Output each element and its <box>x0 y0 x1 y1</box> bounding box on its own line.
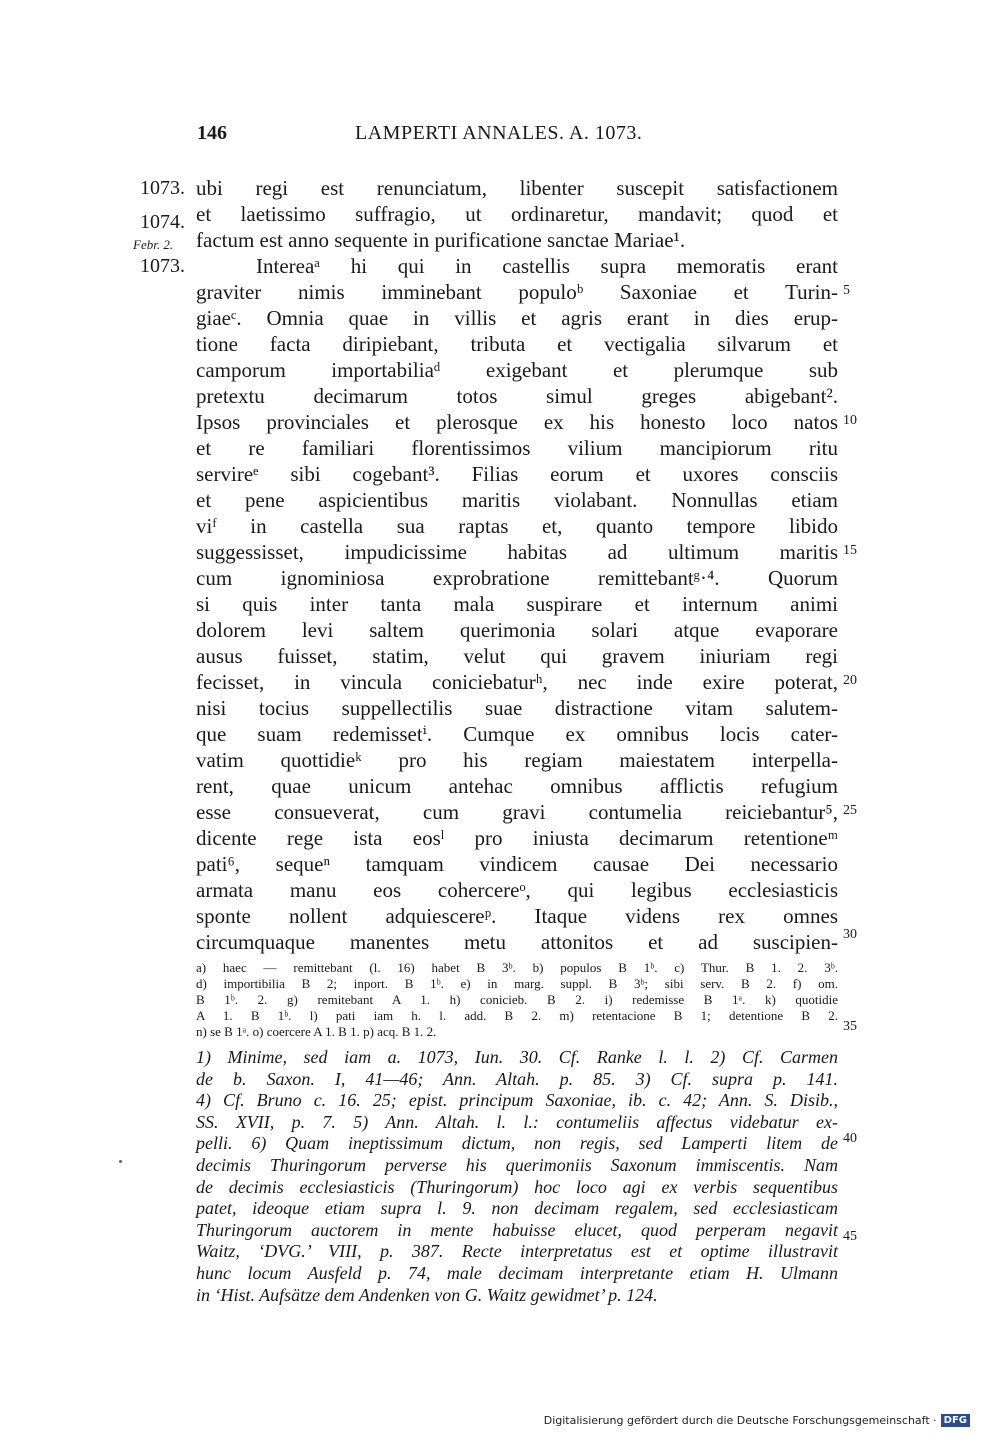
text-line: ausus fuisset, statim, velut qui gravem iniuriam regi <box>196 644 838 668</box>
text-line: dicente rege ista eosˡ pro iniusta decimarum retentioneᵐ <box>196 826 838 850</box>
text-line: et pene aspicientibus maritis violabant. Nonnullas etiam <box>196 488 838 512</box>
text-line: et re familiari florentissimos vilium mancipiorum ritu <box>196 436 838 460</box>
text-line: fecisset, in vincula coniciebaturʰ, nec inde exire poterat, <box>196 670 838 694</box>
line-number: 15 <box>843 543 857 558</box>
text-line: rent, quae unicum antehac omnibus afflictis refugium <box>196 774 838 798</box>
line-number: 10 <box>843 413 857 428</box>
apparatus-line: A 1. B 1ᵇ. l) pati iam h. l. add. B 2. m) retentacione B 1; detentione B 2. <box>196 1008 838 1023</box>
text-line: Ipsos provinciales et plerosque ex his honesto loco natos <box>196 410 838 434</box>
running-header <box>0 122 1000 156</box>
text-line: circumquaque manentes metu attonitos et ad suscipien- <box>196 930 838 954</box>
margin-date-febr: Febr. 2. <box>133 237 174 252</box>
footnote-line: pelli. 6) Quam ineptissimum dictum, non regis, sed Lamperti litem de <box>196 1133 838 1154</box>
footnote-line: hunc locum Ausfeld p. 74, male decimam interpretante etiam H. Ulmann <box>196 1262 838 1283</box>
apparatus-line-number: 35 <box>843 1019 857 1034</box>
text-line: que suam redemissetⁱ. Cumque ex omnibus locis cater- <box>196 722 838 746</box>
margin-year-1073: 1073. <box>140 177 185 199</box>
text-line: esse consueverat, cum gravi contumelia reiciebantur⁵, <box>196 800 838 824</box>
apparatus-line: a) haec — remittebant (l. 16) habet B 3ᵇ. b) populos B 1ᵇ. c) Thur. B 1. 2. 3ᵇ. <box>196 960 838 975</box>
text-line: si quis inter tanta mala suspirare et internum animi <box>196 592 838 616</box>
text-line: servireᵉ sibi cogebant³. Filias eorum et uxores consciis <box>196 462 838 486</box>
margin-year-1074: 1074. <box>140 211 185 233</box>
text-line: camporum importabiliaᵈ exigebant et plerumque sub <box>196 358 838 382</box>
footnote-line: patet, ideoque etiam supra l. 9. non decimam regalem, sed ecclesiasticam <box>196 1198 838 1219</box>
text-line: nisi tocius suppellectilis suae distractione vitam salutem- <box>196 696 838 720</box>
footnote-line: decimis Thuringorum perverse his querimoniis Saxonum immiscentis. Nam <box>196 1154 838 1175</box>
text-line: factum est anno sequente in purificatione sanctae Mariae¹. <box>196 228 686 252</box>
text-line: armata manu eos cohercereᵒ, qui legibus ecclesiasticis <box>196 878 838 902</box>
line-number: 5 <box>843 283 850 298</box>
text-line: pati⁶, sequeⁿ tamquam vindicem causae Dei necessario <box>196 852 838 876</box>
text-line: et laetissimo suffragio, ut ordinaretur, mandavit; quod et <box>196 202 838 226</box>
text-line: viᶠ in castella sua raptas et, quanto tempore libido <box>196 514 838 538</box>
apparatus-line: d) importibilia B 2; inport. B 1ᵇ. e) in marg. suppl. B 3ᵇ; sibi serv. B 2. f) om. <box>196 976 838 991</box>
text-line: pretextu decimarum totos simul greges abigebant². <box>196 384 838 408</box>
text-line: cum ignominiosa exprobratione remittebantᵍ·⁴. Quorum <box>196 566 838 590</box>
footnote-line: de decimis ecclesiasticis (Thuringorum) hoc loco agi ex verbis sequentibus <box>196 1176 838 1197</box>
footnote-line: de b. Saxon. I, 41—46; Ann. Altah. p. 85. 3) Cf. supra p. 141. <box>196 1068 838 1089</box>
text-line: ubi regi est renunciatum, libenter suscepit satisfactionem <box>196 176 838 200</box>
footnotes <box>196 1047 838 1306</box>
footnote-line: Waitz, ‘DVG.’ VIII, p. 387. Recte interpretatus est et optime illustravit <box>196 1241 838 1262</box>
line-number: 30 <box>843 927 857 942</box>
main-text <box>196 175 838 955</box>
margin-year-1073-second: 1073. <box>140 255 185 277</box>
text-line: graviter nimis imminebant populoᵇ Saxoniae et Turin- <box>196 280 838 304</box>
text-line: Intereaᵃ hi qui in castellis supra memoratis erant <box>256 254 838 278</box>
apparatus-line: B 1ᵇ. 2. g) remitebant A 1. h) conicieb. B 2. i) redemisse B 1ᵃ. k) quotidie <box>196 992 838 1007</box>
line-number: 20 <box>843 673 857 688</box>
critical-apparatus <box>196 960 838 1040</box>
running-title: LAMPERTI ANNALES. A. 1073. <box>355 122 643 144</box>
footnote-line: Thuringorum auctorem in mente habuisse elucet, quod perperam negavit <box>196 1219 838 1240</box>
footnote-line: in ‘Hist. Aufsätze dem Andenken von G. Waitz gewidmet’ p. 124. <box>196 1284 658 1305</box>
apparatus-line: n) se B 1ᵃ. o) coercere A 1. B 1. p) acq. B 1. 2. <box>196 1024 437 1039</box>
text-line: giaeᶜ. Omnia quae in villis et agris erant in dies erup- <box>196 306 838 330</box>
text-line: suggessisset, impudicissime habitas ad ultimum maritis <box>196 540 838 564</box>
scan-speck <box>119 1160 122 1163</box>
digitization-credit <box>544 1414 970 1427</box>
text-line: sponte nollent adquiescereᵖ. Itaque videns rex omnes <box>196 904 838 928</box>
page-number: 146 <box>197 122 227 144</box>
dfg-logo: DFG <box>941 1414 970 1427</box>
text-line: vatim quottidieᵏ pro his regiam maiestatem interpella- <box>196 748 838 772</box>
footnote-line-number: 45 <box>843 1229 857 1244</box>
footnote-line: SS. XVII, p. 7. 5) Ann. Altah. l. l.: contumeliis affectus videbatur ex- <box>196 1111 838 1132</box>
footnote-line: 4) Cf. Bruno c. 16. 25; epist. principum Saxoniae, ib. c. 42; Ann. S. Disib., <box>196 1090 838 1111</box>
footnote-line: 1) Minime, sed iam a. 1073, Iun. 30. Cf. Ranke l. l. 2) Cf. Carmen <box>196 1047 838 1067</box>
text-line: tione facta diripiebant, tributa et vectigalia silvarum et <box>196 332 838 356</box>
footnote-line-number: 40 <box>843 1131 857 1146</box>
text-line: dolorem levi saltem querimonia solari atque evaporare <box>196 618 838 642</box>
credit-text: Digitalisierung gefördert durch die Deutsche Forschungsgemeinschaft · <box>543 1414 937 1427</box>
line-number: 25 <box>843 803 857 818</box>
